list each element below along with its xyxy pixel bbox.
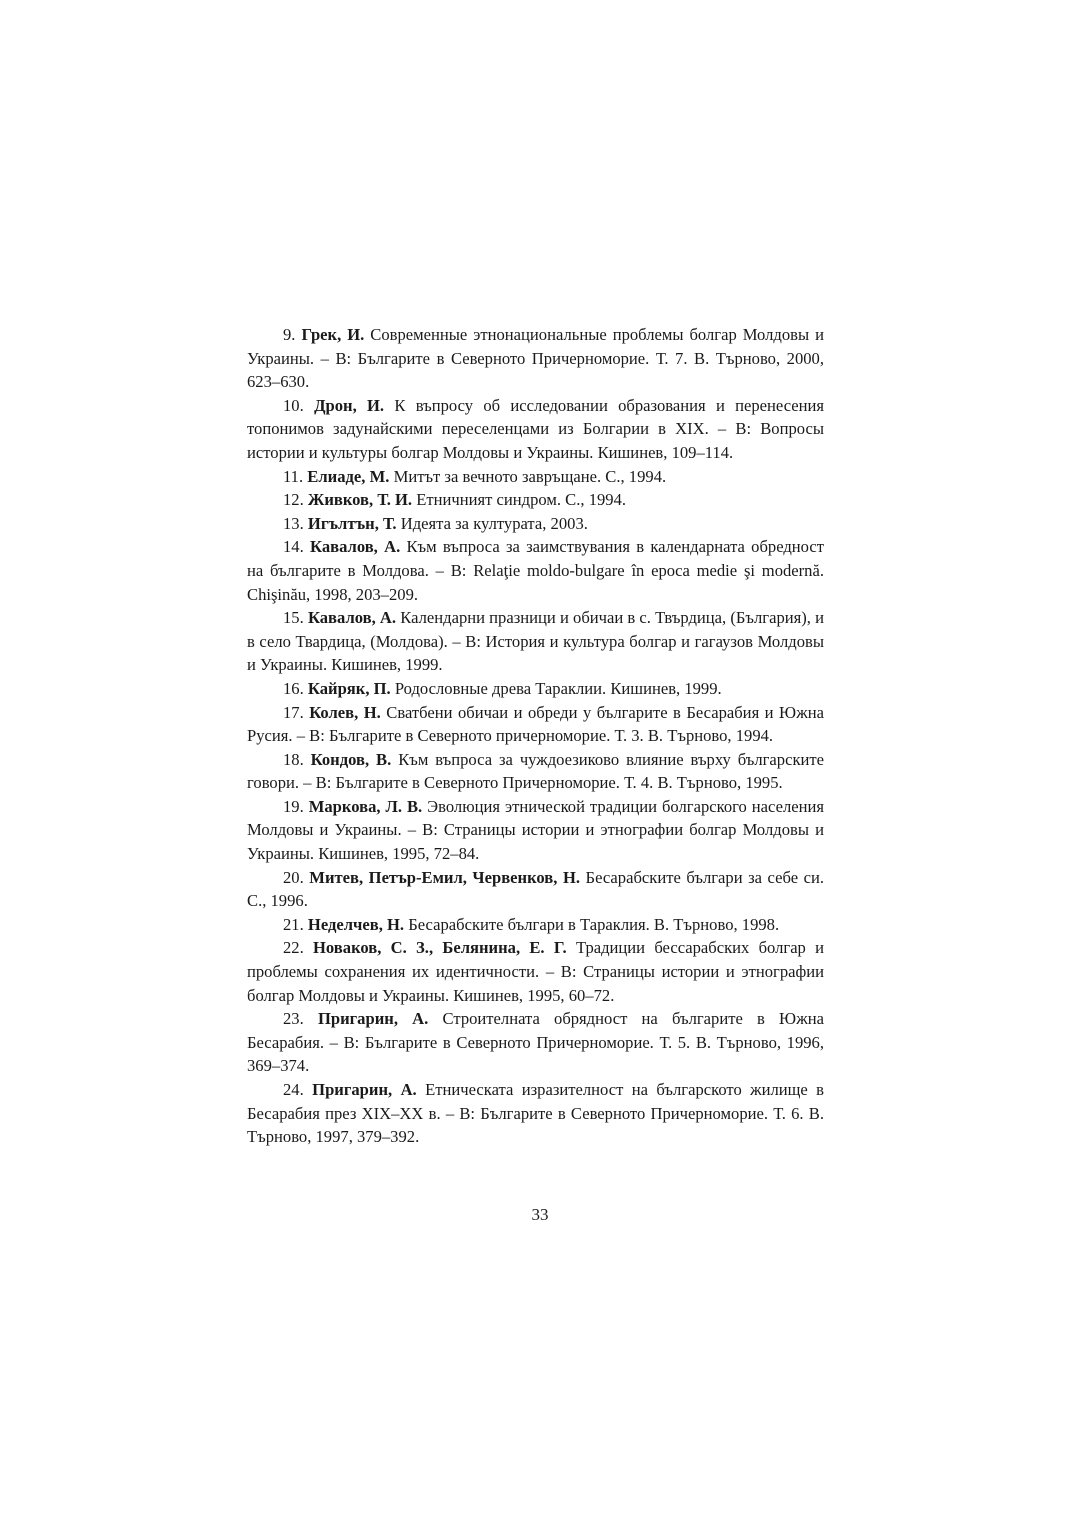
reference-author: Маркова, Л. В.: [308, 796, 423, 816]
reference-number: 17.: [283, 702, 304, 722]
reference-author: Митев, Петър-Емил, Червенков, Н.: [309, 867, 581, 887]
reference-number: 18.: [283, 749, 304, 769]
reference-author: Грек, И.: [301, 325, 365, 344]
reference-text: Традиции бессарабских болгар и проблемы сохранения их идентичности. – В: Страницы истории и этнографии болгар Молдовы и Украины. Кишинев, 1995, 60–72.: [247, 938, 824, 1005]
reference-text: Эволюция этнической традиции болгарского населения Молдовы и Украины. – В: Страницы истории и этнографии болгар Молдовы и Украины. Кишинев, 1995, 72–84.: [247, 796, 824, 864]
reference-text: Современные этнонациональные проблемы болгар Молдовы и Украины. – В: Българите в Северното Причерноморие. Т. 7. В. Търново, 2000, 623–630.: [247, 325, 824, 392]
reference-text: Етничният синдром. С., 1994.: [416, 490, 627, 510]
reference-number: 10.: [283, 395, 304, 415]
reference-author: Живков, Т. И.: [307, 490, 413, 510]
reference-number: 9.: [283, 325, 296, 344]
reference-author: Колев, Н.: [309, 702, 381, 722]
reference-item: [247, 795, 824, 866]
reference-number: 22.: [283, 938, 304, 958]
reference-number: 12.: [283, 490, 304, 510]
reference-text: К въпросу об исследовании образования и перенесения топонимов задунайскими переселенцами из Болгарии в XIX. – В: Вопросы истории и культуры болгар Молдовы и Украины. Кишинев, 109–114.: [247, 395, 825, 462]
reference-text: Строителната обрядност на българите в Южна Бесарабия. – В: Българите в Северното Причерноморие. Т. 5. В. Търново, 1996, 369–374.: [247, 1009, 825, 1076]
reference-number: 21.: [283, 914, 304, 934]
reference-number: 13.: [283, 513, 304, 533]
reference-text: Сватбени обичаи и обреди у българите в Бесарабия и Южна Русия. – В: Българите в Северното причерноморие. Т. 3. В. Търново, 1994.: [247, 702, 824, 746]
reference-number: 19.: [283, 796, 304, 816]
reference-number: 20.: [283, 867, 304, 887]
page-number: 33: [531, 1205, 549, 1224]
reference-author: Кондов, В.: [310, 749, 392, 769]
reference-number: 14.: [283, 537, 304, 557]
reference-text: Бесарабските българи в Тараклия. В. Търново, 1998.: [408, 914, 780, 934]
reference-author: Кавалов, А.: [310, 537, 401, 557]
reference-item: [247, 535, 824, 606]
reference-text: Митът за вечното завръщане. С., 1994.: [393, 466, 667, 486]
reference-item: [247, 1007, 824, 1078]
reference-author: Неделчев, Н.: [307, 914, 405, 934]
reference-item: [247, 606, 824, 677]
reference-author: Новаков, С. З., Белянина, Е. Г.: [313, 938, 567, 958]
reference-number: 24.: [283, 1080, 304, 1099]
reference-number: 11.: [283, 466, 304, 486]
reference-number: 23.: [283, 1009, 304, 1029]
reference-item: [247, 913, 824, 937]
reference-item: [247, 677, 824, 701]
reference-text: Към въпроса за заимствувания в календарната обредност на българите в Молдова. – В: Relaţie moldo-bulgare în epoca medie şi modernă. Chişinău, 1998, 203–209.: [247, 537, 824, 604]
reference-item: [247, 936, 824, 1007]
reference-author: Кавалов, А.: [307, 608, 397, 628]
reference-text: Към въпроса за чуждоезиково влияние върху българските говори. – В: Българите в Северното Причерноморие. Т. 4. В. Търново, 1995.: [247, 749, 824, 793]
reference-text: Идеята за културата, 2003.: [400, 513, 588, 533]
reference-text: Родословные древа Тараклии. Кишинев, 1999.: [394, 678, 722, 698]
reference-item: [247, 465, 824, 489]
reference-author: Пригарин, А.: [317, 1009, 429, 1029]
reference-text: Календарни празници и обичаи в с. Твърдица, (България), и в село Твардица, (Молдова). – В: История и культура болгар и гагаузов Молдовы и Украины. Кишинев, 1999.: [247, 608, 824, 675]
reference-list: [247, 323, 824, 1149]
reference-author: Пригарин, А.: [312, 1080, 417, 1099]
reference-number: 16.: [283, 678, 304, 698]
reference-author: Дрон, И.: [314, 395, 385, 415]
reference-item: [247, 1078, 824, 1149]
reference-author: Кайряк, П.: [307, 678, 391, 698]
reference-item: [247, 488, 824, 512]
reference-author: Елиаде, М.: [307, 466, 390, 486]
reference-item: [247, 748, 824, 795]
reference-item: [247, 512, 824, 536]
reference-author: Игълтън, Т.: [307, 513, 397, 533]
reference-text: Бесарабските българи за себе си. С., 1996.: [247, 867, 824, 911]
reference-text: Етническата изразителност на българското жилище в Бесарабия през XIX–XX в. – В: Българите в Северното Причерноморие. Т. 6. В. Търново, 1997, 379–392.: [247, 1080, 825, 1147]
reference-item: [247, 323, 824, 394]
reference-number: 15.: [283, 608, 304, 628]
reference-item: [247, 866, 824, 913]
reference-item: [247, 701, 824, 748]
reference-item: [247, 394, 824, 465]
